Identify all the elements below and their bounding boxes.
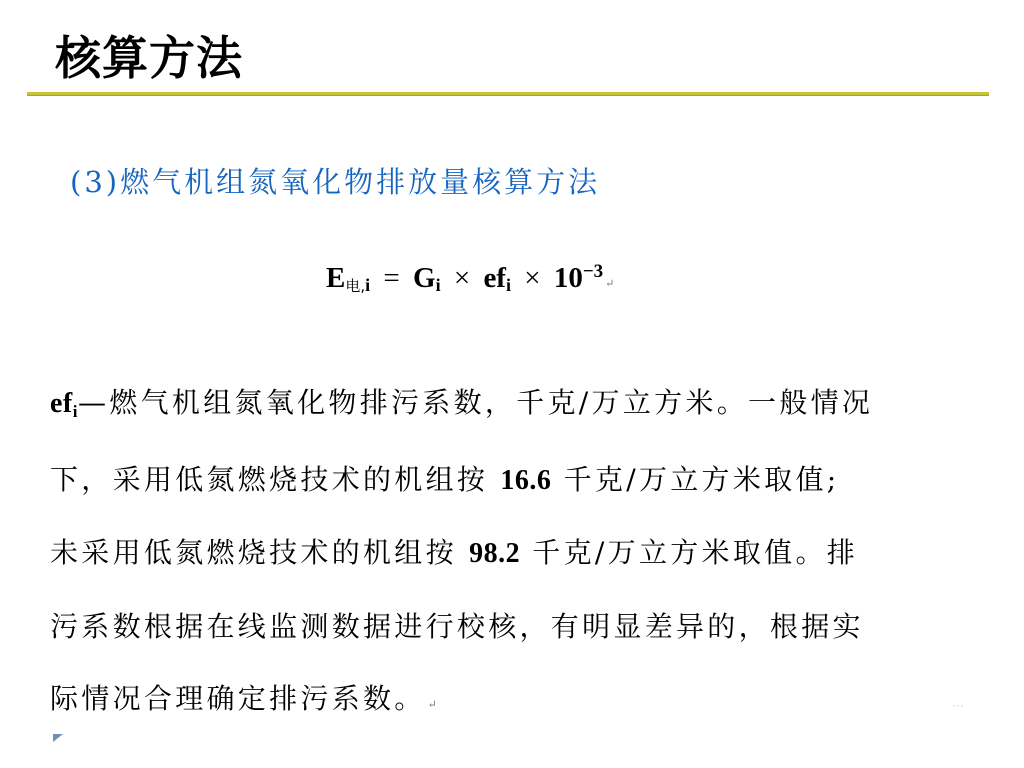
- formula-ef: ef: [483, 262, 506, 294]
- formula-exponent: −3: [582, 261, 604, 282]
- body-line-5: [50, 663, 955, 742]
- formula-times-1: ×: [453, 262, 471, 294]
- body-line-2-text-b: 千克/万立方米取值;: [551, 462, 840, 496]
- body-line-3: [50, 517, 955, 591]
- slide-title: 核算方法: [55, 31, 243, 85]
- corner-triangle-icon: [53, 734, 63, 742]
- emission-formula: [326, 262, 614, 295]
- value-no-low-nox: 98.2: [469, 538, 521, 569]
- formula-equals: =: [383, 262, 400, 294]
- body-line-5-text: 际情况合理确定排污系数。: [50, 682, 426, 715]
- body-line-3-text-b: 千克/万立方米取值。排: [520, 536, 859, 569]
- body-line-3-text-a: 未采用低氮燃烧技术的机组按: [50, 536, 470, 569]
- body-line-1: [50, 367, 955, 444]
- formula-ten: 10: [553, 262, 583, 294]
- title-underline: [27, 92, 989, 96]
- value-low-nox: 16.6: [500, 464, 552, 496]
- section-subtitle: (3)燃气机组氮氧化物排放量核算方法: [70, 165, 601, 199]
- body-line-1-text: —燃气机组氮氧化物排污系数，千克/万立方米。一般情况: [78, 386, 874, 419]
- formula-g: G: [413, 262, 436, 294]
- formula-ef-subscript: i: [505, 275, 511, 295]
- paragraph-end-mark-icon: ↵: [427, 698, 441, 711]
- term-ef: ef: [50, 388, 73, 419]
- paragraph-mark-icon: ↵: [605, 278, 615, 290]
- formula-times-2: ×: [524, 262, 541, 294]
- slide-number: ···: [952, 698, 964, 712]
- formula-lhs: E: [326, 262, 346, 294]
- body-line-2: [50, 444, 955, 518]
- body-line-4: 污系数根据在线监测数据进行校核，有明显差异的，根据实: [50, 609, 864, 643]
- body-line-2-text-a: 下，采用低氮燃烧技术的机组按: [50, 462, 501, 496]
- formula-lhs-subscript: 电,i: [345, 275, 371, 295]
- formula-g-subscript: i: [435, 275, 441, 295]
- description-paragraph: [50, 367, 955, 742]
- term-ef-subscript: i: [72, 402, 78, 421]
